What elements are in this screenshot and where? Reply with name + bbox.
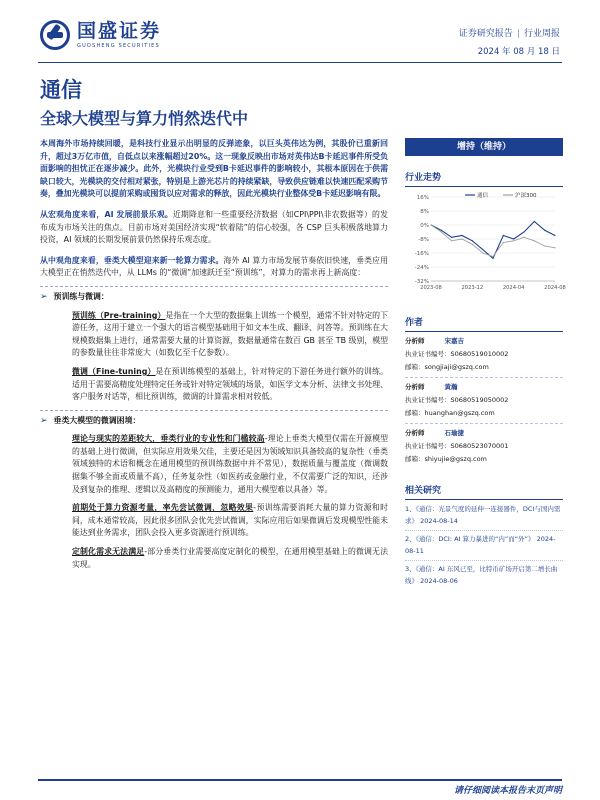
- dilemma-paragraph-2: [72, 502, 388, 540]
- pretrain-text: 是指在一个大型的数据集上训练一个模型，通常不针对特定的下游任务，这用于建立一个强大的语言模型基础用于如文本生成、翻译、问答等。预训练在大规模数据集上进行，通常需要大量的计算资源，数据量通常在数百 GB 甚至 TB 级别，模型的参数量往往非常庞大（如数亿至千亿参数）。: [72, 310, 388, 358]
- rating-badge: 增持（维持）: [405, 138, 563, 156]
- data-point: [441, 230, 442, 231]
- data-point: [503, 235, 504, 236]
- x-tick-label: 2023-08: [420, 285, 442, 291]
- y-tick-label: 16%: [416, 195, 429, 201]
- y-tick-label: -8%: [418, 237, 429, 243]
- data-point: [544, 245, 545, 246]
- finetune-text: 是在预训练模型的基础上，针对特定的下游任务进行额外的训练。适用于需要高精度处理特定任务或针对特定领域的场景，如医学文本分析、法律文书处理、客户服务对话等，相比预训练，微调的计算需求相对较低。: [72, 366, 388, 402]
- report-headline: 全球大模型与算力悄然迭代中: [40, 109, 249, 128]
- trend-chart: [405, 189, 566, 301]
- data-point: [430, 224, 431, 225]
- y-tick-label: 8%: [420, 209, 429, 215]
- trend-section-title: 行业走势: [405, 170, 563, 187]
- logo-text: 国盛证券: [77, 20, 162, 42]
- finetune-term: 微调（Fine-tuning）: [72, 366, 156, 376]
- y-tick-label: 0%: [420, 223, 429, 229]
- data-point: [492, 258, 493, 259]
- finetune-paragraph: [72, 366, 388, 404]
- cert-number: S0680523070001: [450, 442, 509, 450]
- data-point: [451, 240, 452, 241]
- logo-icon: [40, 20, 70, 50]
- arrow-icon: ➢: [40, 415, 48, 426]
- related-item[interactable]: [405, 504, 563, 527]
- related-date: 2024-08-14: [420, 516, 458, 525]
- arrow-icon: ➢: [40, 291, 48, 302]
- logo: [40, 20, 161, 50]
- sidebar: [405, 138, 566, 587]
- dilemma-term-1: 理论与现实的差距较大，垂类行业的专业性和门槛较高: [72, 434, 265, 444]
- analyst-list: [405, 332, 563, 469]
- dilemma-paragraph-3: [72, 546, 388, 571]
- data-point: [472, 240, 473, 241]
- analyst-email[interactable]: songjiaji@gszq.com: [424, 363, 489, 371]
- report-type: 证券研究报告: [458, 29, 513, 39]
- series-line: [431, 225, 555, 257]
- micro-lead: 从中观角度来看，垂类大模型迎来新一轮算力需求。: [40, 255, 224, 265]
- dilemma-paragraph-1: [72, 433, 388, 496]
- data-point: [523, 231, 524, 232]
- x-tick-label: 2024-08: [544, 285, 566, 291]
- section-divider: [40, 410, 388, 411]
- micro-paragraph: [40, 255, 388, 280]
- legend-label: 通信: [477, 193, 489, 199]
- data-point: [441, 231, 442, 232]
- report-subtype: 行业周报: [523, 29, 560, 39]
- related-list: [405, 504, 563, 587]
- data-point: [513, 238, 514, 239]
- page-footer: [38, 779, 562, 795]
- data-point: [482, 252, 483, 253]
- related-item[interactable]: [405, 534, 563, 557]
- macro-paragraph: [40, 209, 388, 247]
- logo-english: GUOSHENG SECURITIES: [77, 43, 160, 49]
- data-point: [554, 235, 555, 236]
- related-item[interactable]: [405, 564, 563, 587]
- related-title: 3、《通信：AI 东风已至，比特币矿场开启第二增长曲线》: [405, 565, 558, 585]
- author-section-title: 作者: [405, 315, 563, 332]
- report-date: 2024 年 08 月 18 日: [477, 47, 560, 57]
- related-date: 2024-08-11: [405, 535, 556, 555]
- data-point: [544, 230, 545, 231]
- macro-lead: 从宏观角度来看，AI 发展前景乐观。: [40, 209, 173, 219]
- dilemma-term-2: 前期处于算力资源考量，率先尝试微调，忽略效果: [72, 503, 254, 513]
- header-meta: 证券研究报告 | 行业周报 2024 年 08 月 18 日: [458, 29, 560, 57]
- data-point: [492, 256, 493, 257]
- x-tick-label: 2024-04: [502, 285, 525, 291]
- data-point: [513, 240, 514, 241]
- analyst-card: [405, 424, 563, 469]
- bullet-dilemma: [40, 415, 388, 428]
- data-point: [461, 238, 462, 239]
- related-divider: [405, 530, 563, 531]
- bullet-pretrain-finetune: [40, 291, 388, 304]
- cert-label: 执业证书编号：: [405, 350, 451, 358]
- data-point: [523, 237, 524, 238]
- email-label: 邮箱：: [405, 455, 425, 463]
- related-title: 2、《通信：DCI: AI 算力暴进的“内”而“外”》: [405, 535, 535, 543]
- data-point: [534, 240, 535, 241]
- summary-paragraph: 本周海外市场持续回暖，是科技行业显示出明显的反弹迹象，以巨头英伟达为例，其股价已重新回升，超过3万亿市值，自低点以来涨幅超过20%。这一现象反映出市场对英伟达B卡延迟事件所受负面影响的担忧正在逐步减少。此外，光模块行业受到B卡延迟事件的影响较小，其根本原因在于供需缺口较大，光模块的交付相对紧张，特别是上游光芯片的持续紧缺，导致供应链难以快速匹配采购节奏，叠加光模块可以提前采购或囤货以应对需求的释放，因此光模块行业整体受B卡延迟影响有限。: [40, 139, 388, 199]
- data-point: [461, 235, 462, 236]
- pretrain-term: 预训练（Pre-training）: [72, 310, 166, 320]
- section-divider: [40, 286, 388, 287]
- trend-chart-svg: [405, 189, 566, 297]
- y-tick-label: -32%: [414, 279, 429, 285]
- header-divider: [38, 62, 562, 63]
- analyst-role: 分析师: [405, 383, 425, 391]
- related-section-title: 相关研究: [405, 483, 563, 500]
- analyst-name: 石瑜捷: [444, 429, 464, 437]
- dilemma-text-1: -理论上垂类大模型仅需在开源模型的基础上进行微调，但实际应用效果欠佳，主要还是因为领域知识具备较高的复杂性（垂类领域独特的术语和概念在通用模型的预训练数据中并不常见），数据质量与覆盖度（微调数据集不够全面或质量不高），任务复杂性（如医药或金融行业，不仅需要广泛的知识，还涉及到复杂的推理、逻辑以及高精度的预测能力，通用大模型难以具备）等。: [72, 434, 388, 494]
- y-tick-label: -24%: [414, 265, 429, 271]
- analyst-name: 黄瀚: [444, 383, 458, 391]
- cert-number: S0680519010002: [450, 350, 509, 358]
- related-title: 1、《通信：光景气度的延伸一连接器件，DCI与国内需求》: [405, 505, 561, 525]
- data-point: [451, 237, 452, 238]
- data-point: [554, 247, 555, 248]
- main-content: [40, 138, 388, 571]
- bullet-label: 垂类大模型的微调困境：: [53, 415, 141, 425]
- micro-text: 海外 AI 算力市场发展节奏依旧快速，垂类应用大模型正在悄然迭代中，从 LLMs 的“微调”加速跃迁至“预训练”，对算力的需求再上新高度：: [40, 255, 388, 278]
- dilemma-term-3: 定制化需求无法满足: [72, 547, 145, 557]
- analyst-card: [405, 378, 563, 424]
- y-tick-label: -16%: [414, 251, 429, 257]
- analyst-email[interactable]: huanghan@gszq.com: [424, 409, 495, 417]
- industry-title: 通信: [40, 78, 82, 102]
- cert-number: S0680519050002: [450, 396, 509, 404]
- cert-label: 执业证书编号：: [405, 396, 451, 404]
- report-header: [0, 0, 600, 66]
- dilemma-text-3: -部分垂类行业需要高度定制化的模型，在通用模型基础上的微调无法实现。: [72, 547, 388, 569]
- analyst-role: 分析师: [405, 337, 425, 345]
- data-point: [503, 242, 504, 243]
- email-label: 邮箱：: [405, 363, 425, 371]
- email-label: 邮箱：: [405, 409, 425, 417]
- macro-text: 近期降息和一些重要经济数据（如CPI\PPI\非农数据等）的发布成为市场关注的焦点。目前市场对美国经济实现“软着陆”的信心较强，各 CSP 巨头积极落地算力投资，AI 领域的长期发展前景仍然保持乐观态度。: [40, 209, 388, 245]
- data-point: [472, 244, 473, 245]
- related-date: 2024-08-06: [420, 576, 458, 585]
- analyst-card: [405, 332, 563, 378]
- bullet-label: 预训练与微调：: [53, 291, 109, 301]
- x-tick-label: 2023-12: [461, 285, 484, 291]
- pretrain-paragraph: [72, 310, 388, 360]
- data-point: [534, 221, 535, 222]
- data-point: [482, 249, 483, 250]
- analyst-email[interactable]: shiyujie@gszq.com: [424, 455, 487, 463]
- footer-disclaimer: 请仔细阅读本报告末页声明: [453, 786, 562, 796]
- related-divider: [405, 560, 563, 561]
- legend-label: 沪深300: [515, 193, 537, 199]
- cert-label: 执业证书编号：: [405, 442, 451, 450]
- analyst-role: 分析师: [405, 429, 425, 437]
- analyst-name: 宋嘉吉: [444, 337, 464, 345]
- dilemma-text-2: -预训练需要消耗大量的算力资源和时间，成本通常较高，因此很多团队会优先尝试微调，实际应用后如果微调后发现模型性能未能达到业务需求，团队会投入更多资源进行预训练。: [72, 503, 388, 538]
